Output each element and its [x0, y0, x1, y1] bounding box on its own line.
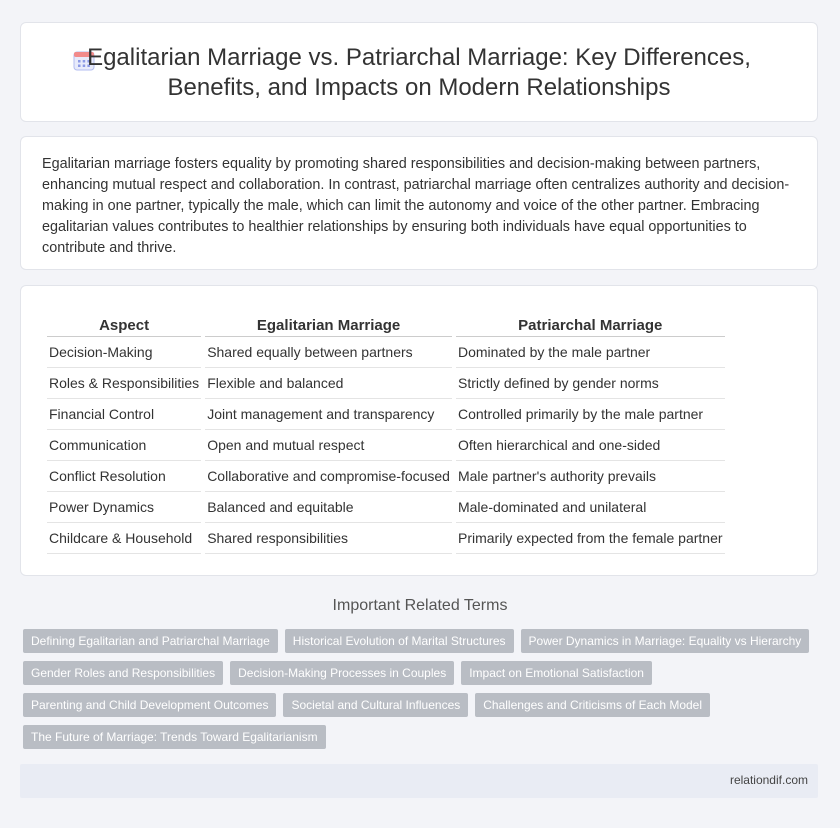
table-cell: Strictly defined by gender norms — [456, 368, 725, 399]
site-link[interactable]: relationdif.com — [729, 773, 808, 787]
related-term-tag[interactable]: Impact on Emotional Satisfaction — [461, 661, 652, 685]
related-term-tag[interactable]: Parenting and Child Development Outcomes — [23, 693, 276, 717]
page-title: Egalitarian Marriage vs. Patriarchal Marriage: Key Differences, Benefits, and Impacts on Modern Relationships — [87, 44, 751, 101]
table-cell: Financial Control — [47, 399, 201, 430]
table-header-row — [47, 312, 725, 337]
table-row — [47, 492, 725, 523]
related-term-tag[interactable]: Societal and Cultural Influences — [283, 693, 468, 717]
table-cell: Balanced and equitable — [205, 492, 452, 523]
table-cell: Communication — [47, 430, 201, 461]
table-row — [47, 461, 725, 492]
table-cell: Dominated by the male partner — [456, 337, 725, 368]
table-cell: Roles & Responsibilities — [47, 368, 201, 399]
table-cell: Power Dynamics — [47, 492, 201, 523]
table-cell: Primarily expected from the female partner — [456, 523, 725, 554]
table-row — [47, 399, 725, 430]
header-aspect: Aspect — [47, 312, 201, 337]
table-cell: Male-dominated and unilateral — [456, 492, 725, 523]
table-cell: Shared equally between partners — [205, 337, 452, 368]
table-cell: Open and mutual respect — [205, 430, 452, 461]
header-patriarchal: Patriarchal Marriage — [456, 312, 725, 337]
related-term-tag[interactable]: Gender Roles and Responsibilities — [23, 661, 223, 685]
table-cell: Flexible and balanced — [205, 368, 452, 399]
table-cell: Often hierarchical and one-sided — [456, 430, 725, 461]
table-cell: Decision-Making — [47, 337, 201, 368]
comparison-card — [20, 285, 818, 576]
table-row — [47, 523, 725, 554]
table-row — [47, 368, 725, 399]
table-cell: Controlled primarily by the male partner — [456, 399, 725, 430]
table-cell: Male partner's authority prevails — [456, 461, 725, 492]
intro-paragraph: Egalitarian marriage fosters equality by promoting shared responsibilities and decision-making between partners, enhancing mutual respect and collaboration. In contrast, patriarchal marriage often centralizes authority and decision-making in one partner, typically the male, which can limit the autonomy and voice of the other partner. Embracing egalitarian values contributes to healthier relationships by ensuring both individuals have equal opportunities to contribute and thrive. — [42, 156, 790, 256]
header-card — [20, 22, 818, 122]
footer — [20, 764, 818, 798]
table-cell: Collaborative and compromise-focused — [205, 461, 452, 492]
table-cell: Conflict Resolution — [47, 461, 201, 492]
table-row — [47, 337, 725, 368]
table-cell: Joint management and transparency — [205, 399, 452, 430]
related-term-tag[interactable]: Historical Evolution of Marital Structures — [285, 629, 514, 653]
related-term-tag[interactable]: Challenges and Criticisms of Each Model — [475, 693, 710, 717]
related-term-tag[interactable]: Power Dynamics in Marriage: Equality vs Hierarchy — [521, 629, 810, 653]
related-term-tag[interactable]: Decision-Making Processes in Couples — [230, 661, 454, 685]
related-terms-title: Important Related Terms — [332, 597, 508, 614]
table-row — [47, 430, 725, 461]
related-term-tag[interactable]: The Future of Marriage: Trends Toward Egalitarianism — [23, 725, 326, 749]
related-term-tag[interactable]: Defining Egalitarian and Patriarchal Marriage — [23, 629, 278, 653]
intro-card — [20, 136, 818, 270]
header-egalitarian: Egalitarian Marriage — [205, 312, 452, 337]
comparison-table — [43, 312, 729, 554]
table-cell: Shared responsibilities — [205, 523, 452, 554]
table-cell: Childcare & Household — [47, 523, 201, 554]
related-terms-list — [23, 629, 823, 757]
